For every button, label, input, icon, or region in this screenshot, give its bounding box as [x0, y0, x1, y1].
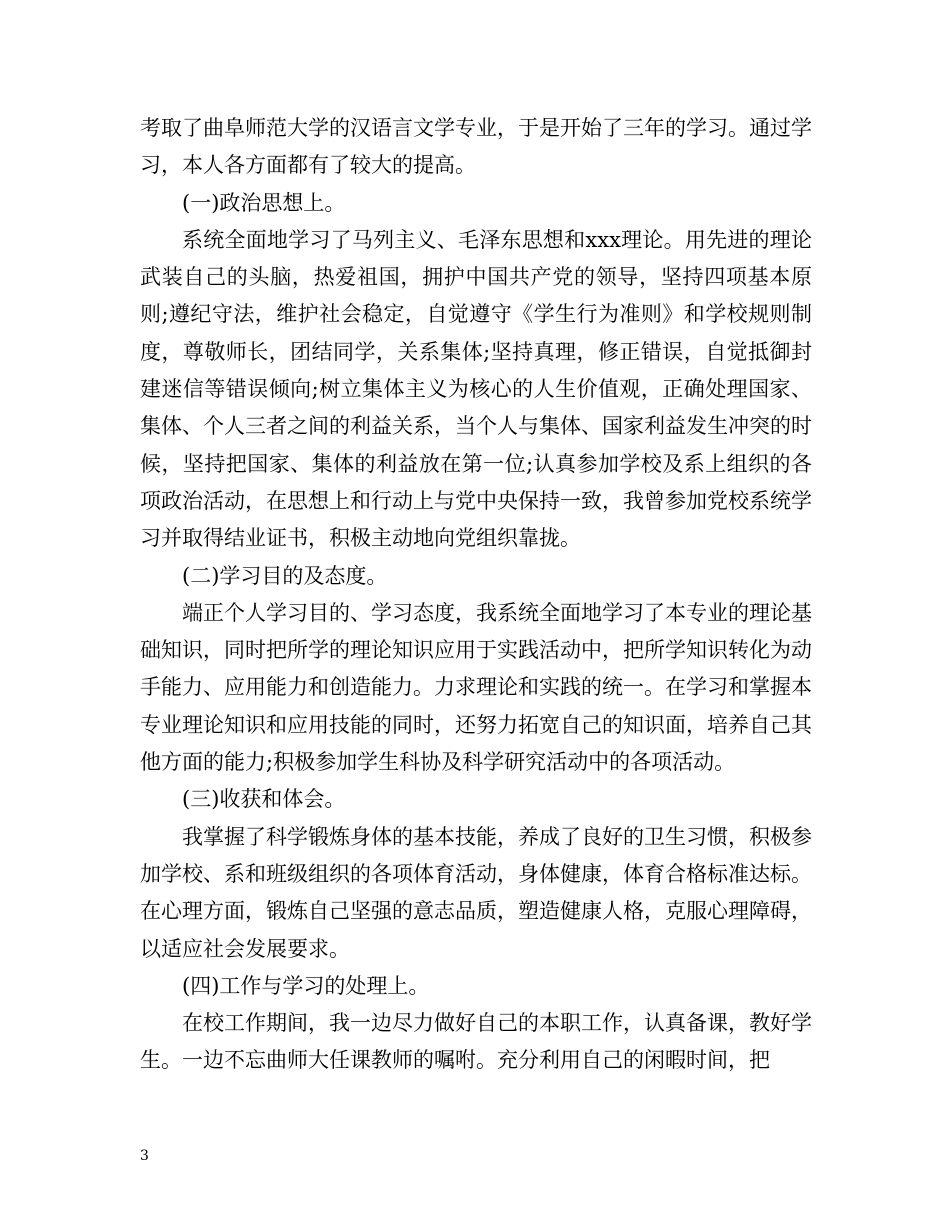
page-number: 3 — [140, 1148, 149, 1164]
paragraph-gains: 我掌握了科学锻炼身体的基本技能，养成了良好的卫生习惯，积极参加学校、系和班级组织的各项体育活动，身体健康，体育合格标准达标。在心理方面，锻炼自己坚强的意志品质，塑造健康人格，克服心理障碍，以适应社会发展要求。 — [140, 824, 812, 961]
paragraph-study-purpose: 端正个人学习目的、学习态度，我系统全面地学习了本专业的理论基础知识，同时把所学的理论知识应用于实践活动中，把所学知识转化为动手能力、应用能力和创造能力。力求理论和实践的统一。在学习和掌握本专业理论知识和应用技能的同时，还努力拓宽自己的知识面，培养自己其他方面的能力;积极参加学生科协及科学研究活动中的各项活动。 — [140, 600, 812, 775]
paragraph-work-study: 在校工作期间，我一边尽力做好自己的本职工作，认真备课，教好学生。一边不忘曲师大任课教师的嘱咐。充分利用自己的闲暇时间，把 — [140, 1011, 812, 1073]
body-text — [140, 110, 812, 1080]
section-heading-gains: (三)收获和体会。 — [182, 787, 346, 812]
section-heading-study-purpose: (二)学习目的及态度。 — [182, 563, 388, 588]
paragraph-political: 系统全面地学习了马列主义、毛泽东思想和xxx理论。用先进的理论武装自己的头脑，热爱祖国，拥护中国共产党的领导，坚持四项基本原则;遵纪守法，维护社会稳定，自觉遵守《学生行为准则》和学校规则制度，尊敬师长，团结同学，关系集体;坚持真理，修正错误，自觉抵御封建迷信等错误倾向;树立集体主义为核心的人生价值观，正确处理国家、集体、个人三者之间的利益关系，当个人与集体、国家利益发生冲突的时候，坚持把国家、集体的利益放在第一位;认真参加学校及系上组织的各项政治活动，在思想上和行动上与党中央保持一致，我曾参加党校系统学习并取得结业证书，积极主动地向党组织靠拢。 — [140, 227, 812, 551]
section-heading-political: (一)政治思想上。 — [182, 190, 346, 215]
section-heading-work-study: (四)工作与学习的处理上。 — [182, 973, 430, 998]
paragraph-continuation: 考取了曲阜师范大学的汉语言文学专业，于是开始了三年的学习。通过学习，本人各方面都有了较大的提高。 — [140, 116, 812, 178]
